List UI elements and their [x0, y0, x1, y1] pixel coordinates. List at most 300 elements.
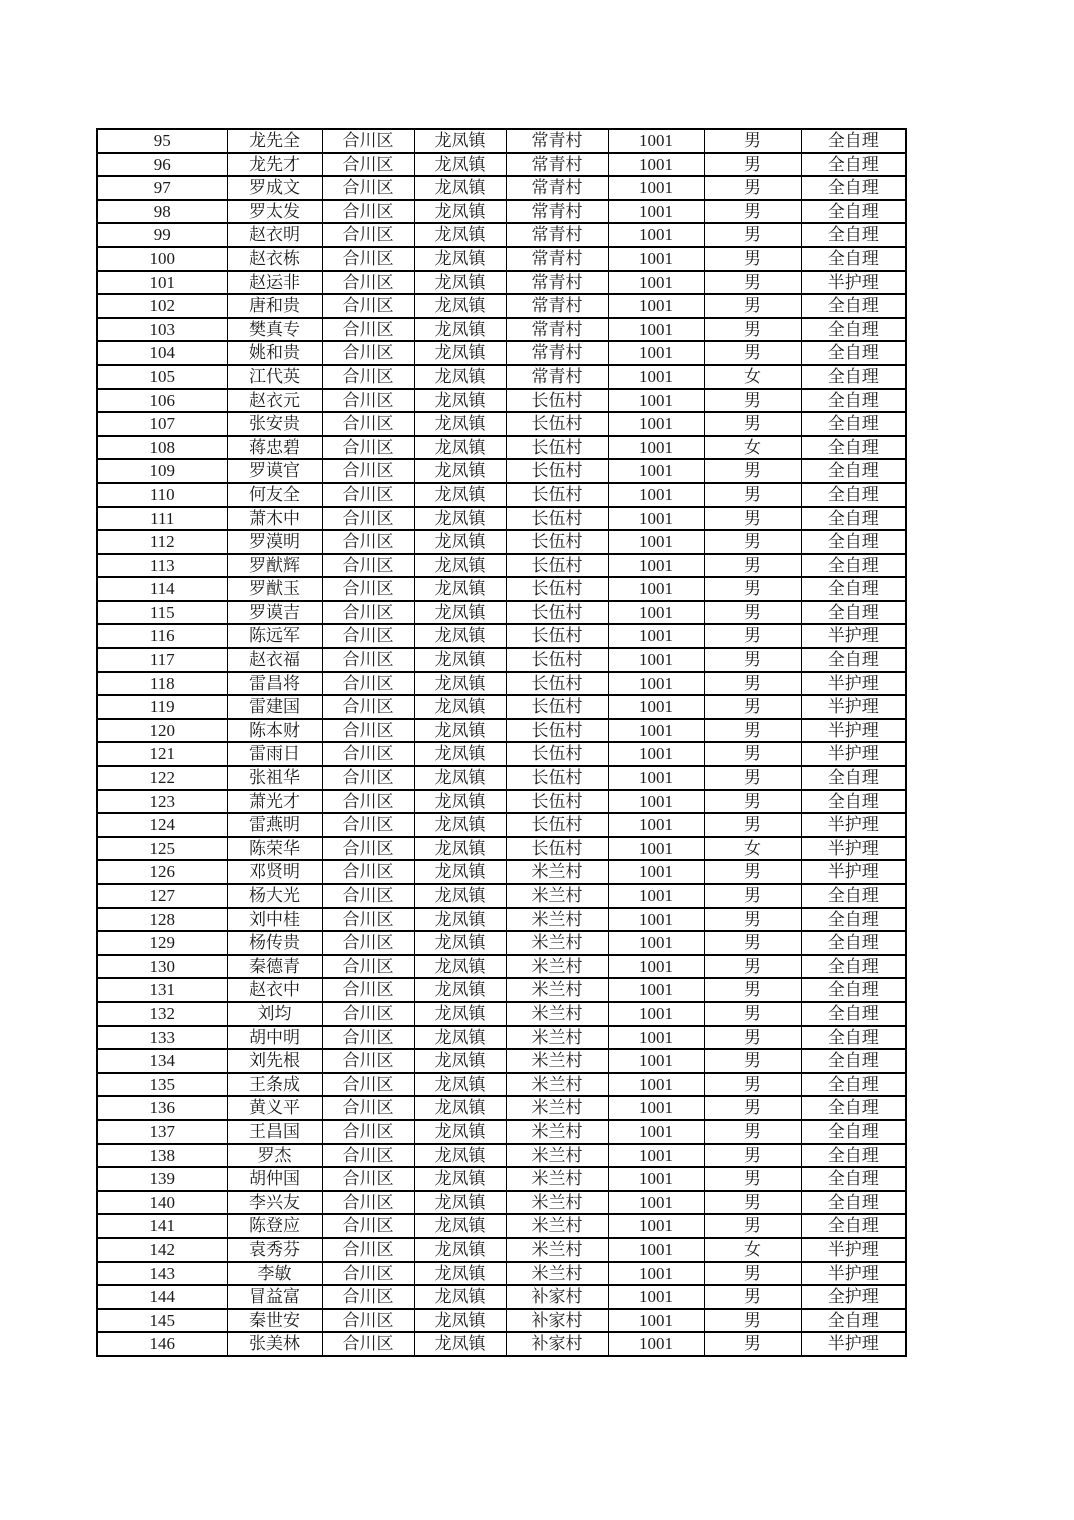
table-row [97, 648, 906, 672]
cell-district: 合川区 [322, 318, 414, 342]
table-row [97, 719, 906, 743]
table-row [97, 1144, 906, 1168]
cell-gender: 男 [704, 908, 801, 932]
cell-town: 龙凤镇 [414, 389, 506, 413]
cell-code: 1001 [608, 318, 704, 342]
cell-town: 龙凤镇 [414, 1073, 506, 1097]
table-row [97, 790, 906, 814]
cell-village: 长伍村 [506, 507, 608, 531]
cell-gender: 男 [704, 978, 801, 1002]
cell-index: 111 [97, 507, 227, 531]
cell-gender: 女 [704, 436, 801, 460]
cell-district: 合川区 [322, 1191, 414, 1215]
cell-code: 1001 [608, 530, 704, 554]
cell-gender: 男 [704, 577, 801, 601]
table-row [97, 837, 906, 861]
cell-village: 常青村 [506, 294, 608, 318]
cell-district: 合川区 [322, 884, 414, 908]
cell-care_level: 全自理 [801, 1073, 906, 1097]
cell-name: 罗成文 [227, 176, 322, 200]
cell-name: 王条成 [227, 1073, 322, 1097]
table-row [97, 577, 906, 601]
cell-gender: 男 [704, 742, 801, 766]
cell-index: 121 [97, 742, 227, 766]
cell-name: 萧木中 [227, 507, 322, 531]
cell-code: 1001 [608, 459, 704, 483]
cell-town: 龙凤镇 [414, 908, 506, 932]
cell-gender: 男 [704, 223, 801, 247]
cell-town: 龙凤镇 [414, 860, 506, 884]
cell-index: 145 [97, 1309, 227, 1333]
cell-gender: 男 [704, 955, 801, 979]
cell-gender: 男 [704, 1191, 801, 1215]
cell-code: 1001 [608, 1120, 704, 1144]
cell-village: 常青村 [506, 271, 608, 295]
cell-village: 长伍村 [506, 389, 608, 413]
cell-index: 117 [97, 648, 227, 672]
cell-care_level: 全自理 [801, 931, 906, 955]
cell-index: 100 [97, 247, 227, 271]
cell-index: 99 [97, 223, 227, 247]
cell-village: 米兰村 [506, 1120, 608, 1144]
record-table-body [97, 129, 906, 1356]
table-row [97, 1120, 906, 1144]
cell-village: 常青村 [506, 200, 608, 224]
cell-town: 龙凤镇 [414, 1002, 506, 1026]
cell-gender: 男 [704, 648, 801, 672]
cell-code: 1001 [608, 695, 704, 719]
cell-care_level: 全自理 [801, 1120, 906, 1144]
cell-name: 杨大光 [227, 884, 322, 908]
cell-district: 合川区 [322, 530, 414, 554]
cell-district: 合川区 [322, 200, 414, 224]
cell-name: 唐和贵 [227, 294, 322, 318]
cell-village: 常青村 [506, 247, 608, 271]
cell-name: 龙先全 [227, 129, 322, 153]
cell-code: 1001 [608, 837, 704, 861]
cell-name: 邓贤明 [227, 860, 322, 884]
cell-name: 罗谟官 [227, 459, 322, 483]
cell-district: 合川区 [322, 1002, 414, 1026]
cell-name: 樊真专 [227, 318, 322, 342]
table-row [97, 860, 906, 884]
cell-name: 蒋忠碧 [227, 436, 322, 460]
cell-care_level: 半护理 [801, 271, 906, 295]
cell-town: 龙凤镇 [414, 129, 506, 153]
cell-district: 合川区 [322, 1309, 414, 1333]
cell-name: 冒益富 [227, 1285, 322, 1309]
cell-code: 1001 [608, 766, 704, 790]
cell-care_level: 全自理 [801, 507, 906, 531]
cell-district: 合川区 [322, 223, 414, 247]
table-row [97, 507, 906, 531]
table-row [97, 389, 906, 413]
cell-name: 杨传贵 [227, 931, 322, 955]
cell-name: 刘先根 [227, 1049, 322, 1073]
cell-village: 米兰村 [506, 860, 608, 884]
cell-district: 合川区 [322, 931, 414, 955]
cell-code: 1001 [608, 436, 704, 460]
cell-code: 1001 [608, 1285, 704, 1309]
cell-name: 黄义平 [227, 1096, 322, 1120]
cell-index: 109 [97, 459, 227, 483]
cell-gender: 男 [704, 1096, 801, 1120]
cell-index: 102 [97, 294, 227, 318]
cell-district: 合川区 [322, 1332, 414, 1356]
cell-code: 1001 [608, 365, 704, 389]
table-row [97, 1262, 906, 1286]
cell-care_level: 全自理 [801, 601, 906, 625]
cell-village: 补家村 [506, 1285, 608, 1309]
cell-index: 115 [97, 601, 227, 625]
table-row [97, 1026, 906, 1050]
cell-code: 1001 [608, 176, 704, 200]
cell-name: 张祖华 [227, 766, 322, 790]
table-row [97, 1096, 906, 1120]
cell-code: 1001 [608, 271, 704, 295]
cell-village: 补家村 [506, 1332, 608, 1356]
cell-care_level: 全自理 [801, 1309, 906, 1333]
cell-gender: 男 [704, 554, 801, 578]
cell-village: 米兰村 [506, 908, 608, 932]
cell-district: 合川区 [322, 1167, 414, 1191]
cell-district: 合川区 [322, 813, 414, 837]
cell-village: 米兰村 [506, 955, 608, 979]
cell-gender: 男 [704, 695, 801, 719]
cell-name: 罗漠明 [227, 530, 322, 554]
cell-gender: 男 [704, 931, 801, 955]
cell-town: 龙凤镇 [414, 624, 506, 648]
cell-care_level: 全自理 [801, 389, 906, 413]
cell-name: 罗谟吉 [227, 601, 322, 625]
cell-town: 龙凤镇 [414, 742, 506, 766]
cell-village: 米兰村 [506, 1026, 608, 1050]
cell-village: 米兰村 [506, 1167, 608, 1191]
cell-district: 合川区 [322, 860, 414, 884]
cell-name: 赵衣元 [227, 389, 322, 413]
table-row [97, 1309, 906, 1333]
cell-care_level: 全自理 [801, 153, 906, 177]
cell-care_level: 全自理 [801, 176, 906, 200]
cell-town: 龙凤镇 [414, 341, 506, 365]
cell-care_level: 全自理 [801, 341, 906, 365]
cell-district: 合川区 [322, 554, 414, 578]
table-row [97, 1332, 906, 1356]
cell-index: 137 [97, 1120, 227, 1144]
cell-village: 长伍村 [506, 412, 608, 436]
cell-index: 98 [97, 200, 227, 224]
cell-name: 袁秀芬 [227, 1238, 322, 1262]
cell-index: 135 [97, 1073, 227, 1097]
cell-district: 合川区 [322, 271, 414, 295]
cell-index: 146 [97, 1332, 227, 1356]
cell-index: 112 [97, 530, 227, 554]
cell-name: 秦德青 [227, 955, 322, 979]
cell-care_level: 全自理 [801, 412, 906, 436]
cell-index: 120 [97, 719, 227, 743]
cell-gender: 男 [704, 129, 801, 153]
cell-index: 130 [97, 955, 227, 979]
cell-town: 龙凤镇 [414, 1120, 506, 1144]
cell-code: 1001 [608, 1332, 704, 1356]
cell-town: 龙凤镇 [414, 1026, 506, 1050]
cell-district: 合川区 [322, 742, 414, 766]
cell-village: 米兰村 [506, 1073, 608, 1097]
cell-index: 124 [97, 813, 227, 837]
cell-village: 米兰村 [506, 1096, 608, 1120]
cell-village: 米兰村 [506, 1238, 608, 1262]
cell-code: 1001 [608, 955, 704, 979]
cell-district: 合川区 [322, 1049, 414, 1073]
cell-care_level: 半护理 [801, 860, 906, 884]
cell-index: 133 [97, 1026, 227, 1050]
cell-town: 龙凤镇 [414, 884, 506, 908]
cell-town: 龙凤镇 [414, 577, 506, 601]
cell-town: 龙凤镇 [414, 672, 506, 696]
cell-code: 1001 [608, 884, 704, 908]
cell-village: 长伍村 [506, 554, 608, 578]
cell-care_level: 全自理 [801, 436, 906, 460]
cell-village: 米兰村 [506, 978, 608, 1002]
cell-village: 长伍村 [506, 436, 608, 460]
cell-gender: 男 [704, 200, 801, 224]
cell-name: 刘均 [227, 1002, 322, 1026]
cell-name: 赵衣福 [227, 648, 322, 672]
cell-gender: 男 [704, 1002, 801, 1026]
cell-gender: 女 [704, 1238, 801, 1262]
cell-care_level: 全自理 [801, 365, 906, 389]
table-row [97, 247, 906, 271]
cell-care_level: 全自理 [801, 200, 906, 224]
cell-village: 长伍村 [506, 837, 608, 861]
cell-code: 1001 [608, 1096, 704, 1120]
cell-code: 1001 [608, 554, 704, 578]
cell-town: 龙凤镇 [414, 695, 506, 719]
cell-index: 125 [97, 837, 227, 861]
cell-care_level: 全自理 [801, 459, 906, 483]
cell-care_level: 全自理 [801, 294, 906, 318]
cell-code: 1001 [608, 200, 704, 224]
cell-care_level: 全自理 [801, 483, 906, 507]
cell-gender: 男 [704, 483, 801, 507]
table-row [97, 1191, 906, 1215]
cell-town: 龙凤镇 [414, 1262, 506, 1286]
table-row [97, 1285, 906, 1309]
cell-town: 龙凤镇 [414, 436, 506, 460]
cell-code: 1001 [608, 931, 704, 955]
cell-name: 罗杰 [227, 1144, 322, 1168]
cell-care_level: 半护理 [801, 813, 906, 837]
cell-district: 合川区 [322, 176, 414, 200]
cell-district: 合川区 [322, 129, 414, 153]
cell-district: 合川区 [322, 577, 414, 601]
cell-index: 101 [97, 271, 227, 295]
cell-name: 张美林 [227, 1332, 322, 1356]
cell-name: 雷燕明 [227, 813, 322, 837]
table-row [97, 554, 906, 578]
cell-village: 米兰村 [506, 1049, 608, 1073]
cell-village: 长伍村 [506, 672, 608, 696]
table-row [97, 672, 906, 696]
cell-village: 米兰村 [506, 931, 608, 955]
cell-code: 1001 [608, 129, 704, 153]
cell-town: 龙凤镇 [414, 1238, 506, 1262]
cell-index: 140 [97, 1191, 227, 1215]
cell-care_level: 全自理 [801, 1144, 906, 1168]
cell-village: 长伍村 [506, 530, 608, 554]
table-row [97, 1167, 906, 1191]
cell-name: 赵衣明 [227, 223, 322, 247]
cell-name: 雷建国 [227, 695, 322, 719]
cell-code: 1001 [608, 1002, 704, 1026]
cell-care_level: 全护理 [801, 1285, 906, 1309]
cell-village: 常青村 [506, 341, 608, 365]
cell-code: 1001 [608, 412, 704, 436]
cell-care_level: 半护理 [801, 1238, 906, 1262]
cell-code: 1001 [608, 1167, 704, 1191]
table-row [97, 742, 906, 766]
cell-care_level: 全自理 [801, 790, 906, 814]
cell-district: 合川区 [322, 1285, 414, 1309]
cell-town: 龙凤镇 [414, 247, 506, 271]
cell-code: 1001 [608, 247, 704, 271]
cell-village: 米兰村 [506, 1214, 608, 1238]
cell-district: 合川区 [322, 1262, 414, 1286]
table-row [97, 813, 906, 837]
cell-gender: 男 [704, 247, 801, 271]
cell-gender: 男 [704, 790, 801, 814]
cell-name: 雷昌将 [227, 672, 322, 696]
cell-index: 134 [97, 1049, 227, 1073]
cell-code: 1001 [608, 648, 704, 672]
table-row [97, 695, 906, 719]
cell-code: 1001 [608, 1026, 704, 1050]
table-row [97, 294, 906, 318]
table-row [97, 153, 906, 177]
cell-index: 118 [97, 672, 227, 696]
cell-village: 米兰村 [506, 1144, 608, 1168]
cell-index: 143 [97, 1262, 227, 1286]
table-row [97, 1214, 906, 1238]
cell-district: 合川区 [322, 1214, 414, 1238]
cell-district: 合川区 [322, 1120, 414, 1144]
cell-code: 1001 [608, 153, 704, 177]
cell-town: 龙凤镇 [414, 648, 506, 672]
cell-care_level: 全自理 [801, 1214, 906, 1238]
cell-name: 陈本财 [227, 719, 322, 743]
table-row [97, 129, 906, 153]
cell-town: 龙凤镇 [414, 790, 506, 814]
cell-village: 长伍村 [506, 719, 608, 743]
cell-village: 长伍村 [506, 695, 608, 719]
cell-town: 龙凤镇 [414, 176, 506, 200]
cell-village: 常青村 [506, 129, 608, 153]
cell-gender: 男 [704, 1309, 801, 1333]
cell-town: 龙凤镇 [414, 153, 506, 177]
cell-care_level: 半护理 [801, 837, 906, 861]
cell-village: 长伍村 [506, 577, 608, 601]
cell-town: 龙凤镇 [414, 271, 506, 295]
cell-district: 合川区 [322, 837, 414, 861]
cell-code: 1001 [608, 813, 704, 837]
cell-town: 龙凤镇 [414, 200, 506, 224]
cell-gender: 男 [704, 389, 801, 413]
table-row [97, 412, 906, 436]
cell-village: 长伍村 [506, 790, 608, 814]
cell-care_level: 半护理 [801, 742, 906, 766]
cell-gender: 男 [704, 884, 801, 908]
cell-code: 1001 [608, 1191, 704, 1215]
cell-district: 合川区 [322, 955, 414, 979]
cell-village: 常青村 [506, 176, 608, 200]
cell-code: 1001 [608, 978, 704, 1002]
cell-code: 1001 [608, 1214, 704, 1238]
cell-town: 龙凤镇 [414, 294, 506, 318]
cell-care_level: 全自理 [801, 1026, 906, 1050]
cell-care_level: 全自理 [801, 554, 906, 578]
cell-index: 142 [97, 1238, 227, 1262]
cell-village: 长伍村 [506, 766, 608, 790]
cell-code: 1001 [608, 672, 704, 696]
cell-town: 龙凤镇 [414, 1285, 506, 1309]
cell-district: 合川区 [322, 978, 414, 1002]
cell-code: 1001 [608, 577, 704, 601]
cell-gender: 男 [704, 1332, 801, 1356]
cell-code: 1001 [608, 1144, 704, 1168]
cell-care_level: 全自理 [801, 1191, 906, 1215]
cell-index: 129 [97, 931, 227, 955]
cell-town: 龙凤镇 [414, 554, 506, 578]
cell-care_level: 全自理 [801, 577, 906, 601]
table-row [97, 931, 906, 955]
cell-town: 龙凤镇 [414, 223, 506, 247]
cell-district: 合川区 [322, 1073, 414, 1097]
cell-district: 合川区 [322, 1096, 414, 1120]
cell-town: 龙凤镇 [414, 1191, 506, 1215]
cell-index: 119 [97, 695, 227, 719]
cell-district: 合川区 [322, 908, 414, 932]
cell-district: 合川区 [322, 601, 414, 625]
cell-gender: 男 [704, 412, 801, 436]
cell-gender: 男 [704, 459, 801, 483]
cell-gender: 男 [704, 1120, 801, 1144]
cell-gender: 男 [704, 1167, 801, 1191]
cell-gender: 男 [704, 294, 801, 318]
cell-name: 刘中桂 [227, 908, 322, 932]
cell-care_level: 全自理 [801, 247, 906, 271]
cell-district: 合川区 [322, 365, 414, 389]
cell-care_level: 全自理 [801, 978, 906, 1002]
cell-district: 合川区 [322, 389, 414, 413]
table-row [97, 200, 906, 224]
cell-village: 常青村 [506, 365, 608, 389]
cell-care_level: 全自理 [801, 955, 906, 979]
cell-gender: 男 [704, 530, 801, 554]
cell-index: 95 [97, 129, 227, 153]
cell-gender: 男 [704, 507, 801, 531]
cell-code: 1001 [608, 719, 704, 743]
cell-village: 长伍村 [506, 742, 608, 766]
cell-care_level: 半护理 [801, 695, 906, 719]
cell-name: 龙先才 [227, 153, 322, 177]
cell-index: 106 [97, 389, 227, 413]
cell-village: 长伍村 [506, 483, 608, 507]
cell-village: 米兰村 [506, 1262, 608, 1286]
cell-care_level: 半护理 [801, 1262, 906, 1286]
cell-name: 陈登应 [227, 1214, 322, 1238]
cell-care_level: 全自理 [801, 1049, 906, 1073]
cell-name: 秦世安 [227, 1309, 322, 1333]
